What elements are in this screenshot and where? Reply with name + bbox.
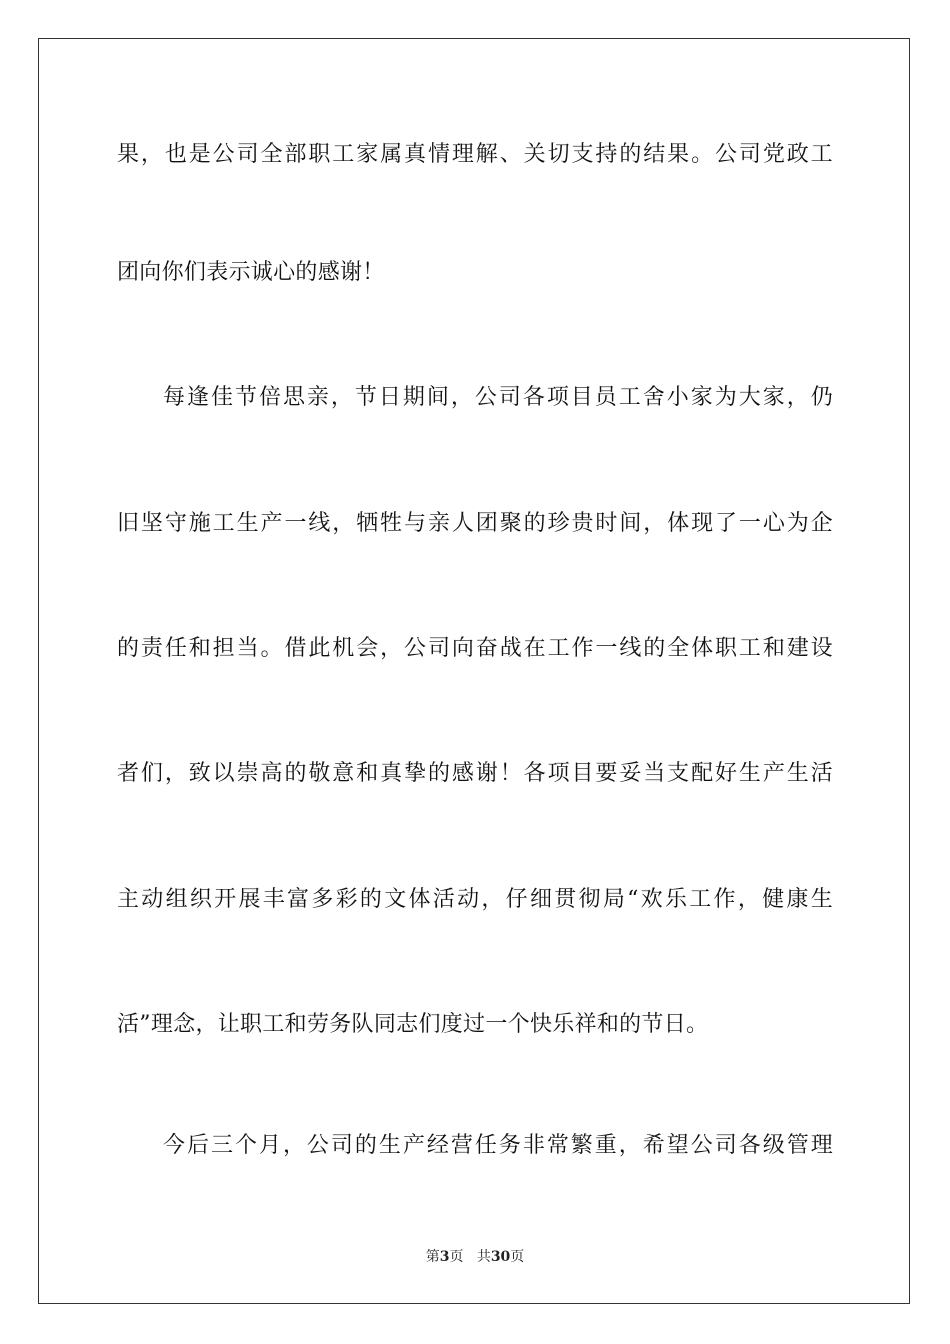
footer-page-number: 3 <box>439 1249 450 1265</box>
body-line-9: 今后三个月，公司的生产经营任务非常繁重，希望公司各级管理 <box>163 1133 833 1158</box>
body-line-5: 的责任和担当。借此机会，公司向奋战在工作一线的全体职工和建设 <box>117 636 833 661</box>
body-line-2: 团向你们表示诚心的感谢！ <box>117 260 385 285</box>
footer-page-suffix: 页 <box>449 1249 464 1265</box>
footer-total-pages: 30 <box>490 1249 511 1265</box>
body-line-1: 果，也是公司全部职工家属真情理解、关切支持的结果。公司党政工 <box>117 142 833 167</box>
footer-total-prefix: 共 <box>476 1249 491 1265</box>
body-line-6: 者们，致以崇高的敬意和真挚的感谢！各项目要妥当支配好生产生活 <box>117 761 833 786</box>
footer-total-suffix: 页 <box>510 1249 525 1265</box>
body-line-4: 旧坚守施工生产一线，牺牲与亲人团聚的珍贵时间，体现了一心为企 <box>117 511 833 536</box>
body-line-3: 每逢佳节倍思亲，节日期间，公司各项目员工舍小家为大家，仍 <box>163 385 833 410</box>
page-border <box>38 38 910 1304</box>
body-line-7: 主动组织开展丰富多彩的文体活动，仔细贯彻局“欢乐工作，健康生 <box>117 887 833 912</box>
footer-prefix: 第 <box>425 1249 440 1265</box>
page-footer <box>0 1247 950 1267</box>
body-line-8: 活”理念，让职工和劳务队同志们度过一个快乐祥和的节日。 <box>117 1012 709 1037</box>
